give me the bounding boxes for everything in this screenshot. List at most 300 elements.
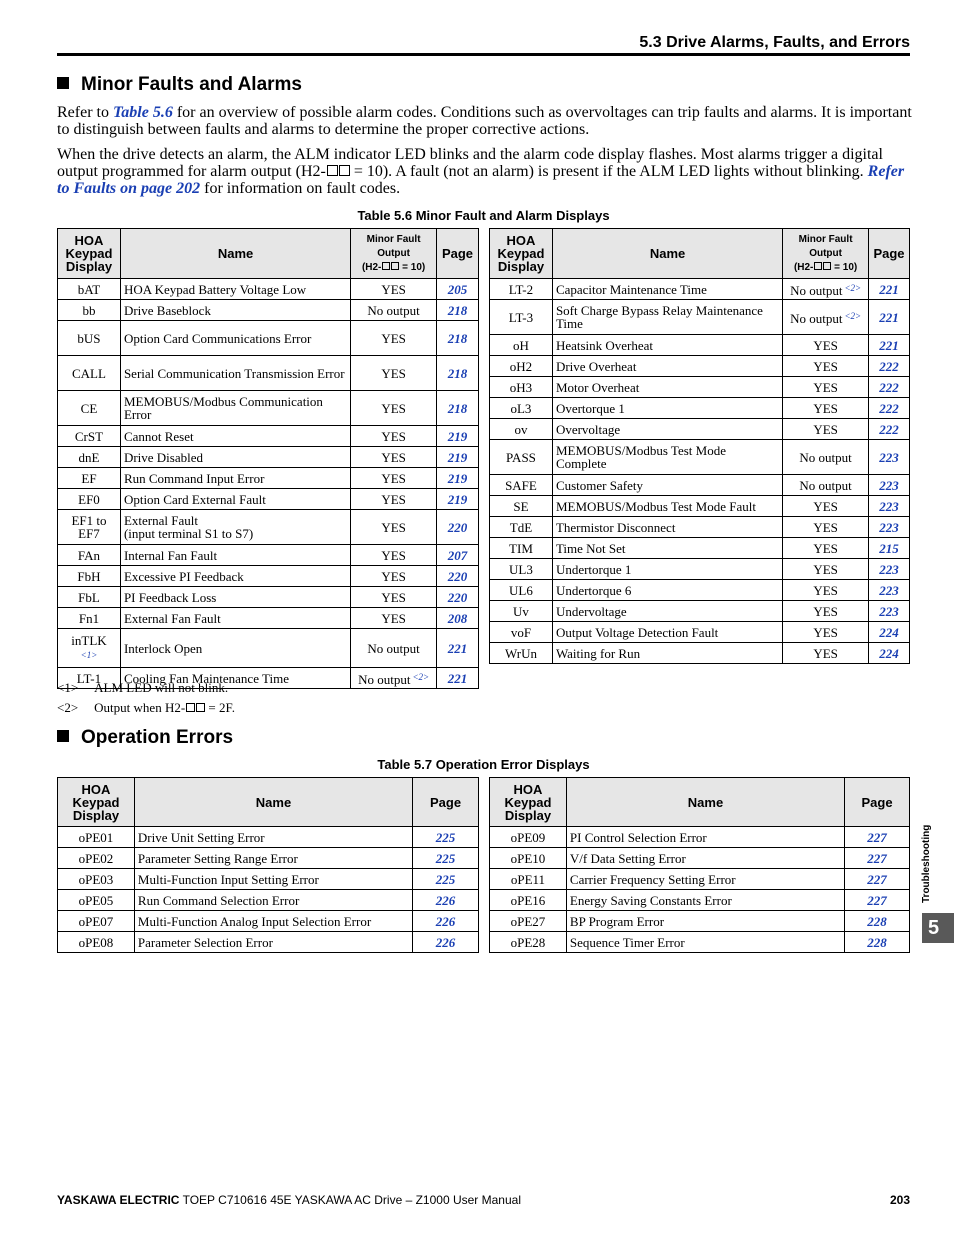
- table-row: [58, 426, 479, 447]
- page-link[interactable]: 219: [437, 489, 479, 510]
- page-link[interactable]: 218: [437, 356, 479, 391]
- code-cell: [490, 643, 553, 664]
- code-text: dnE: [78, 449, 100, 465]
- code-cell: oPE10: [490, 848, 567, 869]
- output-cell: [783, 356, 869, 377]
- page-link[interactable]: 221: [869, 335, 910, 356]
- table-row: [490, 559, 910, 580]
- output-text: YES: [381, 470, 406, 486]
- name-cell: [552, 475, 782, 496]
- output-text: YES: [813, 421, 838, 437]
- name-cell: Carrier Frequency Setting Error: [566, 869, 844, 890]
- code-cell: oPE07: [58, 911, 135, 932]
- operation-error-table-right: [489, 777, 910, 953]
- code-text: CrST: [74, 428, 104, 444]
- code-text: EF1 to: [71, 513, 107, 528]
- name-cell: Drive Unit Setting Error: [134, 827, 412, 848]
- output-text: YES: [813, 561, 838, 577]
- name-text: Output Voltage Detection Fault: [555, 624, 719, 640]
- name-cell: [120, 300, 350, 321]
- name-text: Undertorque 1: [555, 561, 632, 577]
- code-cell: [58, 321, 121, 356]
- name-text: Customer Safety: [555, 477, 643, 493]
- table-row: [58, 300, 479, 321]
- code-cell: [58, 468, 121, 489]
- col-header-page: Page: [437, 229, 479, 279]
- code-cell: [58, 587, 121, 608]
- page-link[interactable]: 205: [437, 279, 479, 300]
- name-cell: [552, 496, 782, 517]
- code-text: CALL: [71, 365, 106, 381]
- code-cell: [58, 545, 121, 566]
- name-cell: [552, 419, 782, 440]
- output-cell: [351, 426, 437, 447]
- name-cell: PI Control Selection Error: [566, 827, 844, 848]
- code-cell: [490, 517, 553, 538]
- para-text: for information on fault codes.: [200, 180, 401, 197]
- name-cell: BP Program Error: [566, 911, 844, 932]
- table-row: [490, 869, 910, 890]
- page-link[interactable]: 221: [437, 629, 479, 668]
- page-link[interactable]: 225: [413, 848, 479, 869]
- name-cell: [120, 279, 350, 300]
- code-cell: oPE08: [58, 932, 135, 953]
- name-text: HOA Keypad Battery Voltage Low: [123, 281, 307, 297]
- output-text: No output: [358, 671, 411, 687]
- digit-box-icon: [339, 165, 350, 176]
- page-link[interactable]: 220: [437, 566, 479, 587]
- name-text: (input terminal S1 to S7): [123, 526, 254, 541]
- table-row: [58, 321, 479, 356]
- code-text: inTLK: [71, 633, 107, 648]
- code-cell: [58, 566, 121, 587]
- page-link[interactable]: 228: [845, 932, 910, 953]
- name-text: MEMOBUS/Modbus Test Mode Complete: [555, 443, 726, 471]
- output-cell: [351, 587, 437, 608]
- output-text: No output: [367, 640, 420, 656]
- name-cell: [552, 580, 782, 601]
- output-cell: [783, 622, 869, 643]
- col-header-page: Page: [845, 778, 910, 827]
- page-link[interactable]: 222: [869, 419, 910, 440]
- name-text: Waiting for Run: [555, 645, 641, 661]
- output-text: No output: [790, 310, 843, 326]
- bullet-square-icon: [57, 730, 69, 742]
- code-cell: [490, 440, 553, 475]
- footnote-1: [57, 680, 228, 696]
- table-row: [58, 356, 479, 391]
- footnote-text: ALM LED will not blink.: [94, 680, 229, 695]
- output-text: YES: [813, 358, 838, 374]
- page-link[interactable]: 208: [437, 608, 479, 629]
- name-cell: [120, 447, 350, 468]
- para-text: = 10). A fault (not an alarm) is present if the ALM LED lights without blinking.: [349, 163, 868, 180]
- page-link[interactable]: 224: [869, 643, 910, 664]
- table-5-6-link[interactable]: Table 5.6: [112, 104, 173, 121]
- table-row: [58, 279, 479, 300]
- output-text: YES: [381, 365, 406, 381]
- footnote-ref: <1>: [57, 680, 79, 695]
- footnote-ref: <2>: [844, 282, 862, 293]
- code-cell: [58, 279, 121, 300]
- page-link[interactable]: 219: [437, 447, 479, 468]
- output-text: YES: [813, 519, 838, 535]
- code-cell: [58, 489, 121, 510]
- page-footer: [57, 1193, 910, 1207]
- output-cell: [783, 377, 869, 398]
- table-row: [490, 601, 910, 622]
- code-text: CE: [80, 400, 98, 416]
- name-cell: [120, 391, 350, 426]
- page-link[interactable]: 221: [869, 279, 910, 300]
- page-link[interactable]: 227: [845, 869, 910, 890]
- output-text: YES: [381, 491, 406, 507]
- page-link[interactable]: 222: [869, 398, 910, 419]
- page-link[interactable]: 223: [869, 559, 910, 580]
- table-row: [58, 587, 479, 608]
- page-link[interactable]: 215: [869, 538, 910, 559]
- page-link[interactable]: 207: [437, 545, 479, 566]
- code-cell: [58, 426, 121, 447]
- name-cell: [552, 622, 782, 643]
- output-text: No output: [799, 477, 852, 493]
- code-cell: [490, 300, 553, 335]
- code-cell: [58, 447, 121, 468]
- code-cell: oPE11: [490, 869, 567, 890]
- footnote-ref: <2>: [57, 700, 79, 715]
- page-link[interactable]: 222: [869, 377, 910, 398]
- name-text: Drive Baseblock: [123, 302, 211, 318]
- page-link[interactable]: 224: [869, 622, 910, 643]
- page-link[interactable]: 223: [869, 517, 910, 538]
- code-text: oH2: [509, 358, 533, 374]
- table-row: [58, 932, 479, 953]
- footnote-2: [57, 700, 235, 716]
- table-row: [490, 932, 910, 953]
- code-cell: [490, 538, 553, 559]
- name-cell: [552, 300, 782, 335]
- name-cell: [120, 489, 350, 510]
- alarm-paragraph: [57, 146, 913, 197]
- table-row: [58, 608, 479, 629]
- code-text: LT-1: [76, 670, 102, 686]
- code-cell: [490, 622, 553, 643]
- footnote-ref: <2>: [412, 671, 430, 682]
- code-cell: [58, 608, 121, 629]
- page-link[interactable]: 220: [437, 587, 479, 608]
- side-tab-text: Troubleshooting: [921, 824, 932, 903]
- footer-brand: YASKAWA ELECTRIC: [57, 1193, 180, 1207]
- name-cell: Run Command Selection Error: [134, 890, 412, 911]
- name-cell: [552, 279, 782, 300]
- name-cell: [552, 601, 782, 622]
- name-text: Interlock Open: [123, 640, 203, 656]
- name-cell: [552, 538, 782, 559]
- code-cell: [490, 356, 553, 377]
- code-cell: oPE02: [58, 848, 135, 869]
- page-link[interactable]: 219: [437, 426, 479, 447]
- code-text: WrUn: [504, 645, 537, 661]
- code-cell: [490, 279, 553, 300]
- table-row: [58, 869, 479, 890]
- page-link[interactable]: 223: [869, 475, 910, 496]
- code-text: Fn1: [78, 610, 100, 626]
- table-row: [490, 398, 910, 419]
- output-text: YES: [813, 624, 838, 640]
- table-row: [490, 848, 910, 869]
- code-cell: [490, 398, 553, 419]
- code-cell: [490, 580, 553, 601]
- name-text: External Fault: [123, 513, 198, 528]
- page-link[interactable]: 227: [845, 848, 910, 869]
- name-cell: [552, 559, 782, 580]
- table-row: [58, 827, 479, 848]
- para-text: Refer to: [57, 104, 113, 121]
- page-link[interactable]: 219: [437, 468, 479, 489]
- table-row: [490, 440, 910, 475]
- page-link[interactable]: 226: [413, 890, 479, 911]
- name-text: Excessive PI Feedback: [123, 568, 244, 584]
- name-text: Drive Disabled: [123, 449, 203, 465]
- table-row: [490, 580, 910, 601]
- page-link[interactable]: 223: [869, 601, 910, 622]
- output-cell: [783, 580, 869, 601]
- name-cell: [120, 629, 350, 668]
- footnote-ref: <1>: [80, 650, 98, 660]
- code-cell: [490, 496, 553, 517]
- table-row: [490, 300, 910, 335]
- page-link[interactable]: 223: [869, 440, 910, 475]
- table-row: [490, 643, 910, 664]
- name-cell: Multi-Function Input Setting Error: [134, 869, 412, 890]
- table-row: [58, 911, 479, 932]
- table-row: [58, 848, 479, 869]
- table-row: [490, 279, 910, 300]
- code-text: FbH: [77, 568, 101, 584]
- output-text: YES: [381, 519, 406, 535]
- table-row: [58, 468, 479, 489]
- footer-doc: TOEP C710616 45E YASKAWA AC Drive – Z1000 User Manual: [179, 1193, 521, 1207]
- code-text: LT-2: [508, 281, 534, 297]
- code-text: EF0: [78, 491, 100, 507]
- output-text: YES: [813, 603, 838, 619]
- name-cell: Multi-Function Analog Input Selection Error: [134, 911, 412, 932]
- output-text: YES: [813, 379, 838, 395]
- table-row: [490, 827, 910, 848]
- output-cell: [351, 356, 437, 391]
- output-cell: [783, 517, 869, 538]
- name-text: Undervoltage: [555, 603, 627, 619]
- page-link[interactable]: 218: [437, 391, 479, 426]
- section-heading-operation-errors: [57, 727, 233, 749]
- code-cell: oPE16: [490, 890, 567, 911]
- page-link[interactable]: 220: [437, 510, 479, 545]
- output-cell: [351, 668, 437, 689]
- code-cell: [490, 559, 553, 580]
- bullet-square-icon: [57, 77, 69, 89]
- name-cell: [120, 545, 350, 566]
- name-cell: [552, 335, 782, 356]
- page-link[interactable]: 222: [869, 356, 910, 377]
- output-text: YES: [381, 610, 406, 626]
- output-text: YES: [381, 449, 406, 465]
- page-link[interactable]: 226: [413, 932, 479, 953]
- name-cell: [552, 517, 782, 538]
- code-text: LT-3: [508, 309, 534, 325]
- page-link[interactable]: 221: [437, 668, 479, 689]
- output-text: YES: [813, 337, 838, 353]
- code-cell: oPE09: [490, 827, 567, 848]
- code-cell: oPE03: [58, 869, 135, 890]
- code-cell: [58, 300, 121, 321]
- output-cell: [783, 538, 869, 559]
- output-cell: [351, 468, 437, 489]
- col-header-page: Page: [413, 778, 479, 827]
- section-heading-minor-faults: [57, 74, 302, 96]
- table-row: [490, 622, 910, 643]
- output-cell: [351, 279, 437, 300]
- faults-page-link[interactable]: Refer to Faults on page 202: [57, 163, 905, 197]
- minor-fault-table-right: [489, 228, 910, 664]
- table-row: [490, 419, 910, 440]
- name-cell: [120, 426, 350, 447]
- col-header-code: HOA Keypad Display: [490, 778, 567, 827]
- minor-fault-table-left: [57, 228, 479, 689]
- page-link[interactable]: 223: [869, 496, 910, 517]
- output-cell: [351, 489, 437, 510]
- page-link[interactable]: 227: [845, 890, 910, 911]
- page-link[interactable]: 228: [845, 911, 910, 932]
- output-cell: [783, 601, 869, 622]
- table-row: [58, 566, 479, 587]
- output-cell: [351, 566, 437, 587]
- page-link[interactable]: 227: [845, 827, 910, 848]
- code-text: oH: [513, 337, 529, 353]
- name-text: PI Feedback Loss: [123, 589, 217, 605]
- code-cell: [58, 510, 121, 545]
- output-text: YES: [381, 589, 406, 605]
- name-text: Undertorque 6: [555, 582, 632, 598]
- name-cell: [552, 356, 782, 377]
- name-cell: Energy Saving Constants Error: [566, 890, 844, 911]
- table-row: [58, 890, 479, 911]
- page-link[interactable]: 218: [437, 300, 479, 321]
- intro-paragraph: [57, 104, 913, 138]
- output-text: YES: [381, 330, 406, 346]
- col-header-name: Name: [552, 229, 782, 279]
- output-text: YES: [813, 645, 838, 661]
- code-cell: oPE05: [58, 890, 135, 911]
- code-text: bAT: [77, 281, 101, 297]
- name-cell: [552, 643, 782, 664]
- code-text: Uv: [513, 603, 529, 619]
- col-header-name: Name: [134, 778, 412, 827]
- footnote-text: Output when H2-: [94, 700, 186, 715]
- table-row: [58, 489, 479, 510]
- output-text: YES: [813, 400, 838, 416]
- page-link[interactable]: 225: [413, 827, 479, 848]
- code-text: ov: [514, 421, 528, 437]
- table-row: [58, 391, 479, 426]
- name-cell: Sequence Timer Error: [566, 932, 844, 953]
- name-text: Option Card Communications Error: [123, 330, 312, 346]
- code-cell: oPE27: [490, 911, 567, 932]
- code-text: UL3: [509, 561, 533, 577]
- name-cell: [552, 440, 782, 475]
- footnote-ref: <2>: [844, 310, 862, 321]
- table-row: [58, 545, 479, 566]
- code-cell: [490, 377, 553, 398]
- page-link[interactable]: 221: [869, 300, 910, 335]
- name-text: Serial Communication Transmission Error: [123, 365, 345, 381]
- page-link[interactable]: 223: [869, 580, 910, 601]
- page-link[interactable]: 225: [413, 869, 479, 890]
- name-text: Overtorque 1: [555, 400, 625, 416]
- name-cell: Parameter Selection Error: [134, 932, 412, 953]
- table-row: [58, 629, 479, 668]
- table-5-7-caption: Table 5.7 Operation Error Displays: [377, 757, 590, 772]
- name-cell: Parameter Setting Range Error: [134, 848, 412, 869]
- code-text: PASS: [506, 449, 536, 465]
- output-text: YES: [381, 428, 406, 444]
- chapter-tab: 5: [922, 913, 954, 943]
- table-5-6-caption: Table 5.6 Minor Fault and Alarm Displays: [357, 208, 610, 223]
- code-cell: [490, 419, 553, 440]
- code-cell: [58, 356, 121, 391]
- code-text: oH3: [509, 379, 533, 395]
- code-text: oL3: [510, 400, 532, 416]
- code-text: FAn: [77, 547, 101, 563]
- output-cell: [351, 510, 437, 545]
- code-text: EF: [81, 470, 97, 486]
- name-cell: [120, 468, 350, 489]
- output-text: YES: [381, 400, 406, 416]
- name-text: Heatsink Overheat: [555, 337, 654, 353]
- name-text: Motor Overheat: [555, 379, 640, 395]
- name-cell: [120, 566, 350, 587]
- name-cell: [120, 587, 350, 608]
- col-header-output: Minor Fault Output (H2- = 10): [351, 229, 437, 279]
- header-rule: [57, 53, 910, 56]
- name-cell: [120, 510, 350, 545]
- name-cell: [552, 398, 782, 419]
- table-row: [490, 890, 910, 911]
- output-cell: [783, 440, 869, 475]
- code-text: TIM: [509, 540, 533, 556]
- output-text: YES: [813, 582, 838, 598]
- page-link[interactable]: 226: [413, 911, 479, 932]
- code-cell: [58, 391, 121, 426]
- name-cell: [552, 377, 782, 398]
- code-cell: [490, 335, 553, 356]
- output-cell: [783, 643, 869, 664]
- name-text: Time Not Set: [555, 540, 626, 556]
- output-text: No output: [367, 302, 420, 318]
- output-cell: [783, 559, 869, 580]
- output-cell: [783, 335, 869, 356]
- para-text: When the drive detects an alarm, the ALM indicator LED blinks and the alarm code display flashes. Most alarms trigger a digital output programmed for alarm output (H2-: [57, 146, 883, 180]
- table-row: [490, 335, 910, 356]
- code-text: bUS: [77, 330, 101, 346]
- output-cell: [783, 475, 869, 496]
- footnote-text: = 2F.: [205, 700, 235, 715]
- para-text: for an overview of possible alarm codes. Conditions such as overvoltages can trip faults and alarms. It is important to distinguish between faults and alarms to determine the proper corrective actions.: [57, 104, 912, 138]
- operation-error-table-left: [57, 777, 479, 953]
- name-text: Drive Overheat: [555, 358, 637, 374]
- output-cell: [351, 300, 437, 321]
- output-text: YES: [813, 498, 838, 514]
- page-link[interactable]: 218: [437, 321, 479, 356]
